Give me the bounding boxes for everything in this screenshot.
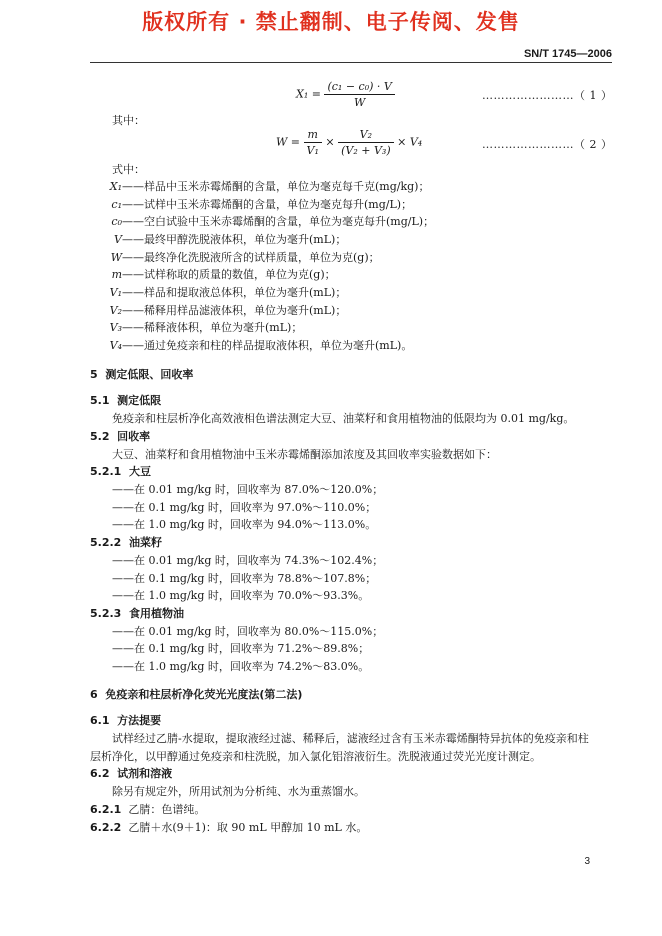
list-item: ——在 1.0 mg/kg 时，回收率为 70.0%～93.3%。 xyxy=(112,589,370,602)
formula-2-tail: × V₄ xyxy=(397,135,423,149)
formula-1-denominator: W xyxy=(354,96,366,109)
formula-1 xyxy=(296,80,395,109)
section-5-1-heading: 5.1 测定低限 xyxy=(90,394,162,407)
var-row: c₀——空白试验中玉米赤霉烯酮的含量，单位为毫克每升(mg/L)； xyxy=(111,215,435,228)
formula-1-fraction xyxy=(324,80,394,109)
list-item: ——在 0.01 mg/kg 时，回收率为 80.0%～115.0%； xyxy=(112,625,384,638)
section-6-1-text-line-2: 层析净化，以甲醇通过免疫亲和柱洗脱，加入氯化铝溶液衍生。洗脱液通过荧光光度计测定。 xyxy=(90,750,541,763)
formula-1-lhs: X₁ = xyxy=(296,87,321,101)
formula-1-numerator: (c₁ − c₀) · V xyxy=(324,80,394,95)
section-5-2-heading: 5.2 回收率 xyxy=(90,430,151,443)
var-row: m——试样称取的质量的数值，单位为克(g)； xyxy=(111,268,336,281)
section-6-1-text-line-1: 试样经过乙腈-水提取，提取液经过滤、稀释后，滤液经过含有玉米赤霉烯酮特异抗体的免疫亲和柱 xyxy=(112,732,589,745)
document-number: SN/T 1745—2006 xyxy=(523,48,612,60)
var-row: W——最终净化洗脱液所含的试样质量，单位为克(g)； xyxy=(110,251,380,264)
section-5-2-1-heading: 5.2.1 大豆 xyxy=(90,465,151,478)
where-label-1: 其中： xyxy=(112,114,145,127)
section-6-1-heading: 6.1 方法提要 xyxy=(90,714,162,727)
section-6-2-2: 6.2.2 乙腈＋水(9＋1)：取 90 mL 甲醇加 10 mL 水。 xyxy=(90,821,368,834)
formula-1-leader: ……………………（ 1 ） xyxy=(482,89,613,102)
list-item: ——在 0.01 mg/kg 时，回收率为 74.3%～102.4%； xyxy=(112,554,384,567)
list-item: ——在 0.01 mg/kg 时，回收率为 87.0%～120.0%； xyxy=(112,483,384,496)
section-6-heading: 6 免疫亲和柱层析净化荧光光度法(第二法) xyxy=(90,688,303,701)
var-row: V₂——稀释用样品滤液体积，单位为毫升(mL)； xyxy=(109,304,347,317)
formula-2-fraction-2-denominator: (V₂ + V₃) xyxy=(341,144,391,157)
list-item: ——在 0.1 mg/kg 时，回收率为 97.0%～110.0%； xyxy=(112,501,377,514)
header-rule xyxy=(90,62,612,63)
page-number: 3 xyxy=(584,856,590,867)
formula-2-fraction-2-numerator: V₂ xyxy=(338,128,394,143)
watermark: 版权所有 · 禁止翻制、电子传阅、发售 xyxy=(142,10,520,34)
formula-2-fraction-2 xyxy=(338,128,394,157)
var-row: V₁——样品和提取液总体积，单位为毫升(mL)； xyxy=(109,286,347,299)
section-5-2-3-heading: 5.2.3 食用植物油 xyxy=(90,607,184,620)
list-item: ——在 0.1 mg/kg 时，回收率为 78.8%～107.8%； xyxy=(112,572,377,585)
formula-2-times: × xyxy=(325,135,335,149)
formula-2-fraction-1-numerator: m xyxy=(304,128,322,143)
section-6-2-heading: 6.2 试剂和溶液 xyxy=(90,767,173,780)
list-item: ——在 1.0 mg/kg 时，回收率为 74.2%～83.0%。 xyxy=(112,660,370,673)
formula-2-fraction-1-denominator: V₁ xyxy=(306,144,319,157)
list-item: ——在 0.1 mg/kg 时，回收率为 71.2%～89.8%； xyxy=(112,642,370,655)
section-6-2-1: 6.2.1 乙腈：色谱纯。 xyxy=(90,803,206,816)
section-5-heading: 5 测定低限、回收率 xyxy=(90,368,194,381)
section-5-2-text: 大豆、油菜籽和食用植物油中玉米赤霉烯酮添加浓度及其回收率实验数据如下： xyxy=(112,448,497,461)
formula-2 xyxy=(276,128,422,157)
formula-2-fraction-1 xyxy=(304,128,322,157)
formula-2-lhs: W = xyxy=(276,135,301,149)
var-row: X₁——样品中玉米赤霉烯酮的含量，单位为毫克每千克(mg/kg)； xyxy=(109,180,430,193)
var-row: c₁——试样中玉米赤霉烯酮的含量，单位为毫克每升(mg/L)； xyxy=(111,198,413,211)
list-item: ——在 1.0 mg/kg 时，回收率为 94.0%～113.0%。 xyxy=(112,518,377,531)
formula-1-label: （ 1 ） xyxy=(574,89,613,102)
section-5-2-2-heading: 5.2.2 油菜籽 xyxy=(90,536,162,549)
var-row: V₃——稀释液体积，单位为毫升(mL)； xyxy=(109,321,303,334)
var-row: V——最终甲醇洗脱液体积，单位为毫升(mL)； xyxy=(114,233,347,246)
var-row: V₄——通过免疫亲和柱的样品提取液体积，单位为毫升(mL)。 xyxy=(109,339,413,352)
section-5-1-text: 免疫亲和柱层析净化高效液相色谱法测定大豆、油菜籽和食用植物油的低限均为 0.01 mg/kg。 xyxy=(112,412,575,425)
formula-2-label: （ 2 ） xyxy=(574,138,613,151)
where-label-2: 式中： xyxy=(112,163,145,176)
section-6-2-text: 除另有规定外，所用试剂为分析纯、水为重蒸馏水。 xyxy=(112,785,365,798)
formula-2-leader: ……………………（ 2 ） xyxy=(482,138,613,151)
